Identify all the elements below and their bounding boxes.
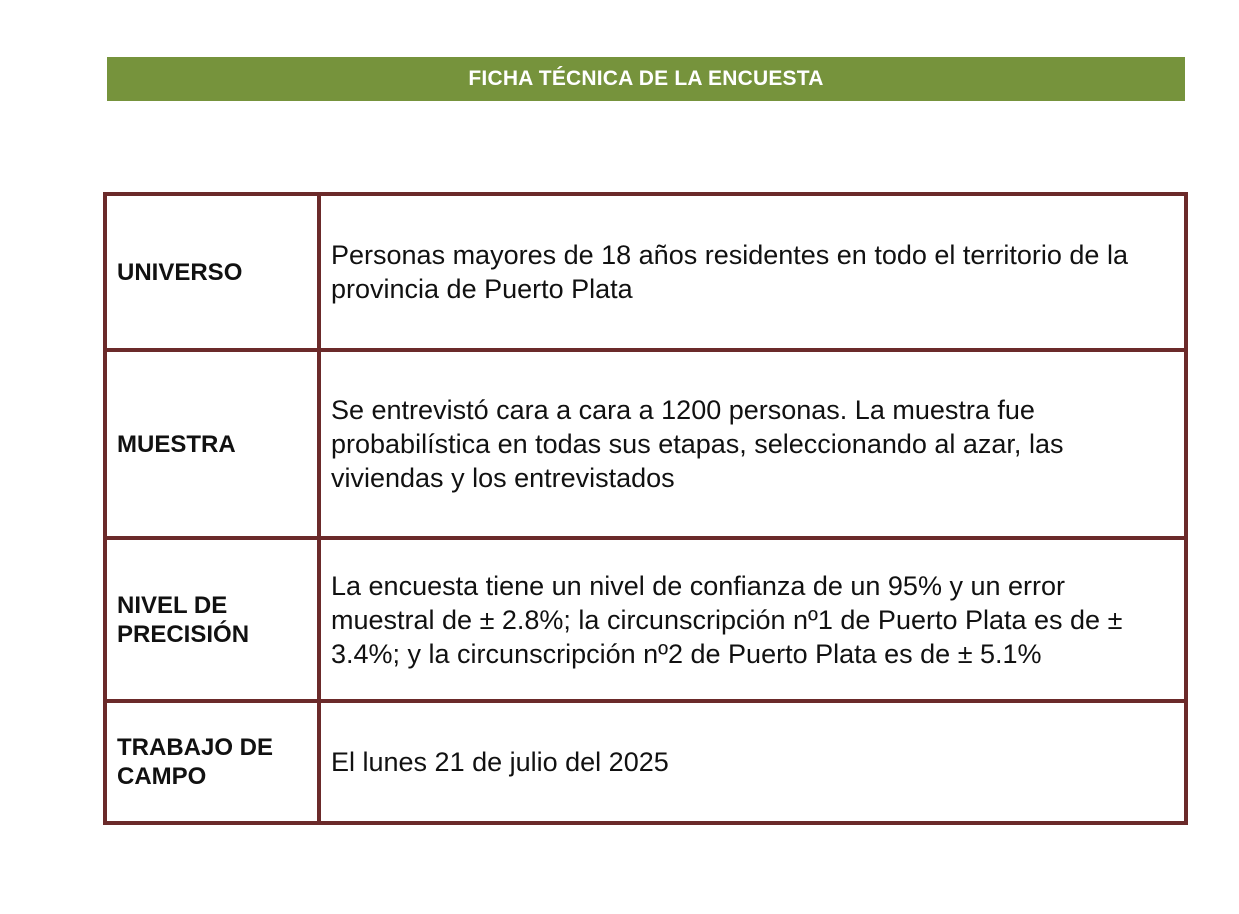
row-label-cell — [105, 194, 319, 350]
table-row-muestra — [105, 350, 1186, 538]
survey-spec-table — [103, 192, 1188, 825]
row-value: El lunes 21 de julio del 2025 — [331, 747, 669, 777]
row-value-cell — [319, 194, 1186, 350]
row-value-cell — [319, 538, 1186, 701]
row-value-cell — [319, 701, 1186, 823]
row-label: NIVEL DE PRECISIÓN — [117, 591, 250, 648]
row-label: MUESTRA — [117, 430, 236, 458]
table-row-universo — [105, 194, 1186, 350]
table-row-trabajo-de-campo — [105, 701, 1186, 823]
row-label-cell — [105, 350, 319, 538]
row-value: Se entrevistó cara a cara a 1200 personas. La muestra fue probabilística en todas sus etapas, seleccionando al azar, las viviendas y los entrevistados — [331, 395, 1064, 493]
row-label-cell — [105, 538, 319, 701]
row-value-cell — [319, 350, 1186, 538]
row-label-cell — [105, 701, 319, 823]
table-row-nivel-de-precision — [105, 538, 1186, 701]
header-bar — [107, 57, 1185, 101]
row-value: Personas mayores de 18 años residentes en todo el territorio de la provincia de Puerto Plata — [331, 240, 1128, 304]
row-label: UNIVERSO — [117, 258, 243, 286]
row-value: La encuesta tiene un nivel de confianza de un 95% y un error muestral de ± 2.8%; la circunscripción nº1 de Puerto Plata es de ± 3.4%; y la circunscripción nº2 de Puerto Plata es de ± 5.1% — [331, 570, 1123, 669]
row-label: TRABAJO DE CAMPO — [117, 734, 274, 790]
page-title: FICHA TÉCNICA DE LA ENCUESTA — [468, 67, 824, 90]
